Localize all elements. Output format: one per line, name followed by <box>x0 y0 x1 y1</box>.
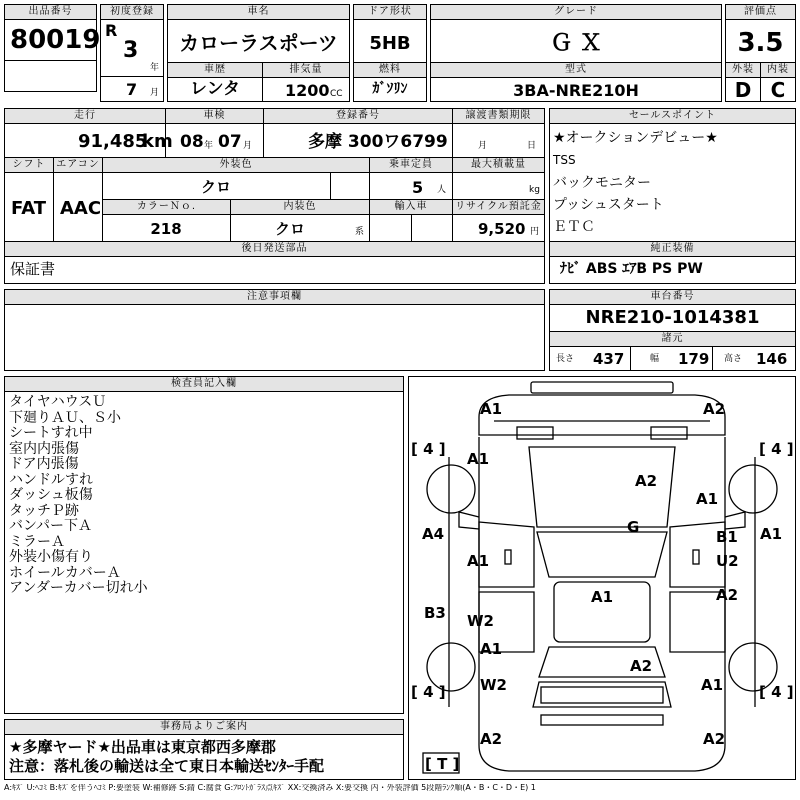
code-hood: A2 <box>635 472 658 490</box>
later-parts-label: 後日発送部品 <box>4 241 545 257</box>
carname-label: 車名 <box>167 4 350 20</box>
ac-value: AAC <box>60 198 102 219</box>
load-unit: kg <box>529 185 540 195</box>
equipment-label: 純正装備 <box>549 241 796 257</box>
dims-label: 諸元 <box>549 331 796 347</box>
year-unit: 年 <box>150 63 160 73</box>
office-label: 事務局よりご案内 <box>4 719 404 735</box>
interior-label: 内装 <box>760 62 796 78</box>
tire-front-right <box>729 465 777 513</box>
headlight-left <box>517 427 553 439</box>
capacity-label: 乗車定員 <box>369 157 453 173</box>
tire-fl-code: [ 4 ] <box>411 440 446 458</box>
ac-label: エアコン <box>53 157 103 173</box>
length-label: 長さ <box>556 354 575 364</box>
tire-rr-code: [ 4 ] <box>759 683 794 701</box>
recycle-label: リサイクル預託金 <box>452 199 545 215</box>
front-outline <box>479 395 725 435</box>
score-label: 評価点 <box>725 4 796 20</box>
colorno-value: 218 <box>150 220 182 238</box>
insp-month-unit: 月 <box>243 141 253 151</box>
shift-label: シフト <box>4 157 54 173</box>
shift-value: FAT <box>11 198 47 219</box>
length-value: 437 <box>593 350 625 368</box>
salespoint-item-4: プッシュスタート <box>553 197 664 213</box>
recycle-value: 9,520 <box>478 220 526 238</box>
salespoint-item-5: ＥＴＣ <box>553 219 595 235</box>
grade-value: Ｇ Ｘ <box>550 31 602 56</box>
recycle-unit: 円 <box>530 227 540 237</box>
mileage-unit: km <box>142 131 173 152</box>
inspector-line: タイヤハウスＵ <box>9 394 107 410</box>
legend: A:ｷｽﾞ U:ﾍｺﾐ B:ｷｽﾞを伴うﾍｺﾐ P:要塗装 W:補修跡 S:錆 C:腐食 G:ﾌﾛﾝﾄｶﾞﾗｽ点ｷｽﾞ XX:交換済み X:要交換 内・外装評価 5段階ﾗﾝｸ順(A・B・C・D・E) 1 <box>4 784 536 792</box>
transfer-month: 月 <box>478 141 488 151</box>
equipment-value: ﾅﾋﾞ ABS ｴｱB PS PW <box>560 261 703 277</box>
load-label: 最大積載量 <box>452 157 545 173</box>
code-right-panel: A1 <box>760 525 783 543</box>
insp-year: 08 <box>180 132 204 152</box>
front-bumper-outline <box>531 382 673 393</box>
colorno-label: カラーＮｏ. <box>102 199 231 215</box>
inspection-label: 車検 <box>165 108 264 124</box>
later-parts-value: 保証書 <box>10 260 56 278</box>
intcolor-value: クロ <box>274 220 305 238</box>
reg-month: 7 <box>126 80 138 99</box>
code-left-rear-door: W2 <box>467 612 494 630</box>
inspector-line: 室内内張傷 <box>9 440 79 457</box>
displacement-unit: CC <box>330 89 343 99</box>
code-right-rear-door: A2 <box>716 586 739 604</box>
car-outline <box>409 377 795 779</box>
notes-label: 注意事項欄 <box>4 289 545 305</box>
height-label: 高さ <box>724 354 743 364</box>
capacity-value: 5 <box>412 178 424 197</box>
month-unit: 月 <box>150 88 160 98</box>
inspector-line: ダッシュ板傷 <box>9 487 93 503</box>
inspector-line: タッチＰ跡 <box>9 502 79 519</box>
transfer-label: 譲渡書類期限 <box>452 108 545 124</box>
inspector-line: ドア内張傷 <box>9 456 79 472</box>
mileage-value: 91,485 <box>78 131 148 152</box>
code-right-door-u: U2 <box>716 552 739 570</box>
registration-label: 初度登録 <box>100 4 164 20</box>
office-line-2: 注意：落札後の輸送は全て東日本輸送ｾﾝﾀｰ手配 <box>9 757 325 775</box>
code-roof: A1 <box>591 588 614 606</box>
score-value: 3.5 <box>737 28 784 58</box>
code-right-door-b: B1 <box>716 528 738 546</box>
code-left-panel: A4 <box>422 525 445 543</box>
inspector-line: 外装小傷有り <box>9 549 93 565</box>
code-rear-left: A2 <box>480 730 503 748</box>
import-label: 輸入車 <box>369 199 453 215</box>
lot-number: 80019 <box>10 25 101 55</box>
era: R <box>105 21 118 40</box>
displacement-value: 1200 <box>285 81 330 100</box>
lot-label: 出品番号 <box>4 4 97 20</box>
code-left-door: A1 <box>467 552 490 570</box>
intcolor-label: 内装色 <box>230 199 370 215</box>
code-left-step: B3 <box>424 604 446 622</box>
width-value: 179 <box>678 350 710 368</box>
mileage-label: 走行 <box>4 108 166 124</box>
tire-fr-code: [ 4 ] <box>759 440 794 458</box>
width-label: 幅 <box>650 354 660 364</box>
tire-rl-code: [ 4 ] <box>411 683 446 701</box>
code-windshield: G <box>627 518 640 536</box>
inspector-line: バンパー下Ａ <box>9 518 93 534</box>
model-label: 型式 <box>430 62 722 78</box>
code-rear-glass: A2 <box>630 657 653 675</box>
door-label: ドア形状 <box>353 4 427 20</box>
code-left-rear-fender: A1 <box>480 640 503 658</box>
history-label: 車歴 <box>167 62 263 78</box>
inspector-line: ハンドルすれ <box>9 471 93 488</box>
insp-year-unit: 年 <box>204 141 214 151</box>
inspector-line: ホイールカバーＡ <box>9 564 121 581</box>
car-diagram <box>408 376 796 780</box>
inspector-lines <box>9 395 399 597</box>
color-label: 外装色 <box>102 157 370 173</box>
displacement-label: 排気量 <box>262 62 350 78</box>
salespoint-item-1: ★オークションデビュー★ <box>553 130 718 146</box>
inspector-line: アンダーカバー切れ小 <box>9 580 148 596</box>
inspector-line: 下廻りＡＵ、Ｓ小 <box>9 409 121 426</box>
exterior-label: 外装 <box>725 62 761 78</box>
code-right-rear-quarter: A1 <box>701 676 724 694</box>
model-value: 3BA-NRE210H <box>513 81 639 100</box>
rear-bumper-outline <box>541 715 663 725</box>
code-rear-right: A2 <box>703 730 726 748</box>
code-right-front-fender: A1 <box>696 490 719 508</box>
transfer-day: 日 <box>527 141 537 151</box>
salespoint-item-2: TSS <box>553 153 576 167</box>
chassis-value: NRE210-1014381 <box>585 307 760 328</box>
salespoint-item-3: バックモニター <box>553 175 651 191</box>
windshield-outline <box>537 532 667 577</box>
code-left-front-fender: A1 <box>467 450 490 468</box>
capacity-unit: 人 <box>437 185 447 195</box>
intcolor-unit: 系 <box>355 227 365 237</box>
code-spare: [ T ] <box>425 755 460 773</box>
history-value: レンタ <box>190 79 240 99</box>
insp-month: 07 <box>218 132 242 152</box>
reg-year: 3 <box>123 38 139 63</box>
inspector-label: 検査員記入欄 <box>4 376 404 392</box>
height-value: 146 <box>756 350 788 368</box>
inspector-line: ミラーＡ <box>9 533 65 550</box>
headlight-right <box>651 427 687 439</box>
code-front-right: A2 <box>703 400 726 418</box>
plate-value: 多摩 300ワ6799 <box>308 132 448 152</box>
grade-label: グレード <box>430 4 722 20</box>
interior-score: C <box>770 78 786 102</box>
code-front-left: A1 <box>480 400 503 418</box>
office-line-1: ★多摩ヤード★出品車は東京都西多摩郡 <box>9 738 276 756</box>
exterior-score: D <box>734 78 752 102</box>
rear-outline <box>479 727 725 771</box>
fuel-value: ｶﾞｿﾘﾝ <box>372 81 408 97</box>
code-left-rear-quarter: W2 <box>480 676 507 694</box>
color-value: クロ <box>200 178 231 196</box>
salespoint-label: セールスポイント <box>549 108 796 124</box>
car-name: カローラスポーツ <box>179 31 338 55</box>
door-value: 5HB <box>369 33 411 54</box>
fuel-label: 燃料 <box>353 62 427 78</box>
inspector-line: シートすれ中 <box>9 425 93 441</box>
plate-label: 登録番号 <box>263 108 453 124</box>
tire-front-left <box>427 465 475 513</box>
chassis-label: 車台番号 <box>549 289 796 305</box>
